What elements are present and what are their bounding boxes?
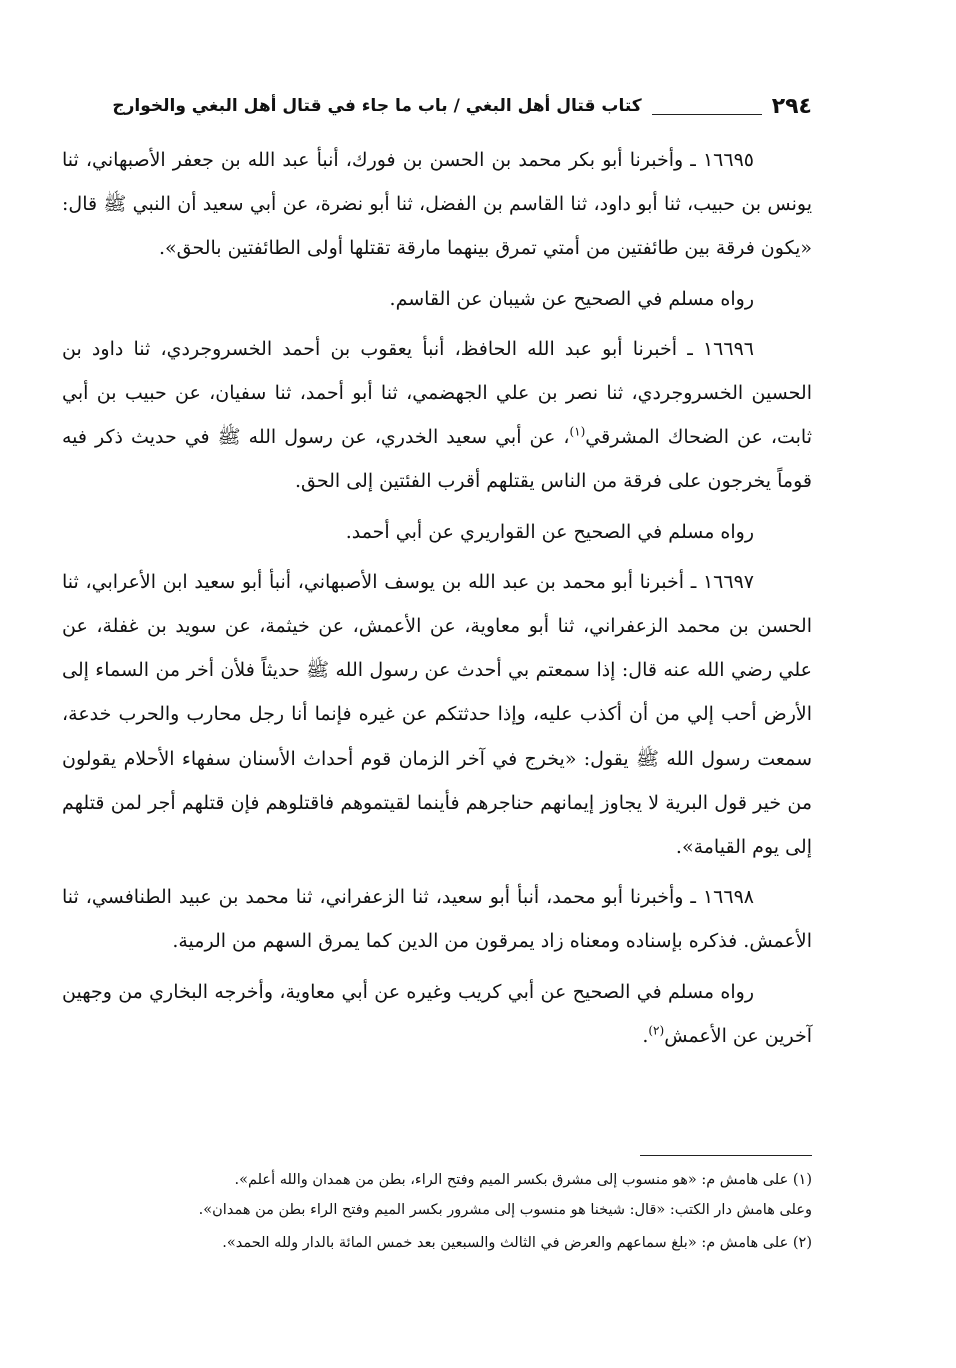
footnote-1-continued: وعلى هامش دار الكتب: «قال: شيخنا هو منسوب إلى مشرور بكسر الميم وفتح الراء بطن من همدان». <box>198 1201 812 1218</box>
narration-note: رواه مسلم في الصحيح عن القواريري عن أبي أحمد. <box>345 520 754 543</box>
footnote-divider <box>640 1155 812 1156</box>
hadith-16696 <box>62 327 812 504</box>
hadith-16696-part-2: ، عن أبي سعيد الخدري، عن رسول الله ﷺ في حديث ذكر فيه قوماً يخرجون على فرقة من الناس يقتلهم أقرب الفئتين إلى الحق. <box>62 426 812 493</box>
page-number: ٢٩٤ <box>771 93 812 119</box>
footnote-ref-2[interactable]: (٢) <box>648 1023 665 1038</box>
running-title: كتاب قتال أهل البغي / باب ما جاء في قتال أهل البغي والخوارج <box>112 96 642 116</box>
footnotes <box>62 1166 812 1259</box>
footnote-2: (٢) على هامش م: «بلغ سماعهم والعرض في الثالث والسبعين بعد خمس المائة بالدار ولله الحمد». <box>222 1235 812 1251</box>
footnote-ref-1[interactable]: (١) <box>569 424 586 439</box>
footnote-1: (١) على هامش م: «هو منسوب إلى مشرق بكسر الميم وفتح الراء، بطن من همدان والله أعلم». <box>234 1172 812 1188</box>
hadith-16696-part-1: ١٦٦٩٦ ـ أخبرنا أبو عبد الله الحافظ، أنبأ يعقوب بن أحمد الخسروجردي، ثنا داود بن الحسين الخسروجردي، ثنا نصر بن علي الجهضمي، ثنا أبو أحمد، ثنا سفيان، عن حبيب بن أبي ثابت، عن الضحاك المشرقي <box>62 337 812 449</box>
hadith-16695: ١٦٦٩٥ ـ وأخبرنا أبو بكر محمد بن الحسن بن فورك، أنبأ عبد الله بن جعفر الأصبهاني، ثنا يونس بن حبيب، ثنا أبو داود، ثنا القاسم بن الفضل، ثنا أبو نضرة، عن أبي سعيد أن النبي ﷺ قال: «يكون فرقة بين طائفتين من أمتي تمرق بينهما مارقة تقتلها أولى الطائفتين بالحق». <box>62 149 812 260</box>
narration-note <box>62 970 812 1058</box>
hadith-16697: ١٦٦٩٧ ـ أخبرنا أبو محمد بن عبد الله بن يوسف الأصبهاني، أنبأ أبو سعيد ابن الأعرابي، ثنا الحسن بن محمد الزعفراني، ثنا أبو معاوية، عن الأعمش، عن خيثمة، عن سويد بن غفلة، عن علي رضي الله عنه قال: إذا سمعتم بي أحدث عن رسول الله ﷺ حديثاً فلأن أخر من السماء إلى الأرض أحب إلي من أن أكذب عليه، وإذا حدثتكم عن غيره فإنما أنا رجل محارب والحرب خدعة، سمعت رسول الله ﷺ يقول: «يخرج في آخر الزمان قوم أحداث الأسنان سفهاء الأحلام يقولون من خير قول البرية لا يجاوز إيمانهم حناجرهم فأينما لقيتموهم فاقتلوهم فإن قتلهم أجر لمن قتلهم إلى يوم القيامة». <box>62 570 812 859</box>
page-header <box>62 86 812 126</box>
main-text <box>62 138 812 1064</box>
header-divider <box>652 114 762 115</box>
narration-note-text: رواه مسلم في الصحيح عن أبي كريب وغيره عن أبي معاوية، وأخرجه البخاري من وجهين آخرين عن الأعمش <box>62 980 812 1047</box>
narration-note: رواه مسلم في الصحيح عن شيبان عن القاسم. <box>389 287 754 310</box>
hadith-16698: ١٦٦٩٨ ـ وأخبرنا أبو محمد، أنبأ أبو سعيد، ثنا الزعفراني، ثنا محمد بن عبيد الطنافسي، ثنا الأعمش. فذكره بإسناده ومعناه زاد يمرقون من الدين كما يمرق السهم من الرمية. <box>62 886 812 953</box>
narration-note-end: . <box>642 1024 649 1047</box>
